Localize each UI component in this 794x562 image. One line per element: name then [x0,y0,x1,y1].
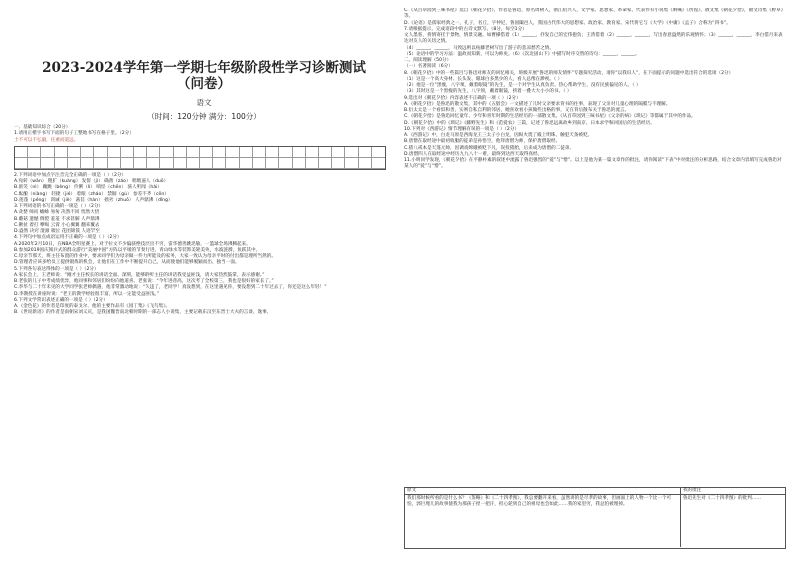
option-line: A.贪婪 师问 蟾蜍 匆匆 决然不同 忧然大悟 [14,210,100,216]
question-text: 11.小明同学发现，《朝花夕拾》在平静朴素的叙述中流露了鲁迅强烈的“爱”与“憎”。以上是他为某一篇文章作的批注，请你阅读“下表”中对批注的分析思路，结合文章内容填写完成鲁迅对某人的“爱”与“憎”。 [404,158,782,170]
option-line: B.老张的儿子中考成绩优异，他同事和邻居们纷纷向他道喜。老张说：“今年进普高，这次考了全校第三，我也是很好的家长了。” [14,279,274,284]
option-line: （3）其时这是一个黑瘦的先生，八字须，戴着眼镜，挟着一叠大大小小的书。（ ） [404,89,572,95]
grid-cell[interactable] [134,158,147,169]
question-text: 4.下列句中加点成语运用不正确的一项是（ ）（2分） [14,235,122,241]
option-line: B.蘑菇 遗憾 倜傥 羞羞 不求甚解 人声鼎沸 [14,216,100,222]
option-line: D.《论语》是儒家经典之一，孔子，名丘，字仲尼，鲁国陬邑人，我国古代伟大的思想家、政治家、教育家。宋代将它与《大学》《中庸》《孟子》合称为“四书”。 [404,20,731,26]
fill-blank-text[interactable]: 文人墨客，将情寄托于景物，情景交融。如曹操借着（1）______，抒发自己的宏伟抱负；王湾借着（2）______，______，写出春意盎然的乐观情怀；（3）______，______，李白借月来表达对友人的关切之情。 [404,33,783,45]
option-line: C.揪扯 着打 嘹喝 云霄 小心翼翼 翻来覆去 [14,222,100,228]
grid-cell[interactable] [108,147,121,158]
grid-cell[interactable] [240,147,253,158]
option-line: A.宛转（wǎn） 粗犷（kuàng） 发髻（jì） 确凿（záo） 咄咄逼人（duō） [14,179,169,184]
grid-cell[interactable] [226,147,239,158]
grid-cell[interactable] [279,158,292,169]
section-heading: 一、基础知识综合（20分） [14,125,71,130]
grid-cell[interactable] [147,158,160,169]
grid-cell[interactable] [332,147,345,158]
option-line: D.李教授在讲座时说：“老王的教学经验很丰富，所以一定能受益匪浅。” [14,291,160,297]
grid-cell[interactable] [266,147,279,158]
grid-cell[interactable] [41,147,54,158]
grid-cell[interactable] [121,158,134,169]
original-text-cell: 我们那时候所看的是什么书？《鉴略》和《二十四孝图》，我总要翻开来看，虽然讲的是尽孝的故事，但画面上的人物一个比一个可怕，郭巨埋儿的故事使我为那孩子捏一把汗，担心轮到自己的祖母也会如此……我的家里穷，我总怕被埋掉。 [405,495,681,547]
option-line: （2）他是一位“黑瘦，八字须，戴着眼镜”的先生，是一个对学生认真负责、热心帮助学生、没有民族偏见的人。（ ） [404,83,641,88]
table-header-original: 原文 [405,488,681,494]
option-line: A.《朝花夕拾》是鲁迅的散文集，其中的《五猖会》一文描述了儿时父亲要求背书的往事，表现了父亲对儿童心理的隔膜与不理解。 [404,101,671,107]
grid-cell[interactable] [187,158,200,169]
grid-cell[interactable] [345,147,358,158]
grid-cell[interactable] [319,158,332,169]
grid-cell[interactable] [213,147,226,158]
grid-cell[interactable] [345,158,358,169]
annotation-table [404,487,786,549]
option-line: B.唐僧在取经途中最初收服的徒弟是孙悟空，他拜唐僧为师，保护唐僧取经。 [404,139,561,145]
fill-blank-text[interactable]: （5）论语中的学习方法：温故而知新，可以为师矣。（6）《次北固山下》中描写时序交替的诗句：______，______。 [404,51,640,57]
grid-cell[interactable] [160,147,173,158]
option-line: C.李华与二十年未见的大学同学张老师偶遇，他非常激动地说：“久违了，老同学！真没想到，在这里遇见你，要没想到二十年过去了，你还是这么年轻！” [14,285,327,291]
writing-grid[interactable] [14,146,386,170]
grid-cell[interactable] [266,158,279,169]
option-line: D.管理者应该多给员工提供锻炼的机会，让他们在工作中不断提升自己，从而使他们能够脱颖而出、独当一面。 [14,260,240,266]
grid-cell[interactable] [68,147,81,158]
option-line: B.匿笑（nì） 蹦跳（bèng） 伶俐（lì） 嗔怪（chēn） 骇人听闻（hài） [14,185,163,191]
option-line: （1）这是一个高大身材、长头发、眼球白多黑少的人，看人总像在渺视。（ ） [404,76,563,82]
grid-cell[interactable] [293,147,306,158]
option-line: A.《西游记》中，白龙马原是西海龙王三太子小白龙，因纵火烧了殿上明珠，触犯天条被贬。 [404,133,593,138]
grid-cell[interactable] [41,158,54,169]
grid-cell[interactable] [15,147,28,158]
grid-cell[interactable] [174,158,187,169]
grid-cell[interactable] [15,158,28,169]
option-line: C.母亲节那天，班主任布置的作业中，要求同学们为母亲做一件力所能及的家务，大家一致认为母亲平时的付出都是理所当然的。 [14,254,276,259]
fill-blank-text[interactable]: （4）______，______，马致远则以枯藤老树写出了游子的悲凉愁苦之情。 [404,45,554,51]
grid-cell[interactable] [81,147,94,158]
grid-cell[interactable] [200,147,213,158]
grid-cell[interactable] [68,158,81,169]
subject-label: 语文 [196,98,212,107]
option-line: A.家长会上，王老师说：“刚才主任校长的讲话全面、深刻，能够聆听主任的讲话我受益匪浅，请大家热烈鼓掌，表示感谢。” [14,272,265,278]
grid-cell[interactable] [306,147,319,158]
option-line: D.《朝花夕拾》中的《琐记》《藤野先生》和《范爱农》三篇，记述了鲁迅远离故乡到南京、日本求学和回国后的生活经历。 [404,120,655,126]
grid-cell[interactable] [147,147,160,158]
exam-title: 2023-2024学年第一学期七年级阶段性学习诊断测试 [42,60,366,76]
option-line: A.2020年2月10日，在NBA全明星赛上，对于拉文不少偏骇绝技层出不穷，雷华德善跳迅敏，一篮球全场沸腾起来。 [14,241,251,247]
section-heading: 二、阅读理解（50分） [404,58,452,63]
grid-cell[interactable] [160,158,173,169]
grid-cell[interactable] [200,158,213,169]
question-text: 8.《朝花夕拾》中的一些篇目与鲁迅对师友的回忆相关，班级开展“鲁迅的师友情怀”专题探究活动，请你“以我识人”，在下面提示的问题中选出符合的选项（2分） [404,70,734,76]
grid-cell[interactable] [187,147,200,158]
grid-cell[interactable] [319,147,332,158]
question-text: 2.下列词语中加点字注音完全正确的一项是（ ）（2分） [14,172,127,178]
left-column [14,8,394,554]
grid-cell[interactable] [108,158,121,169]
grid-cell[interactable] [359,147,372,158]
grid-cell[interactable] [28,158,41,169]
subsection-heading: （一）名著阅读（6分） [404,64,453,70]
grid-cell[interactable] [55,147,68,158]
grid-cell[interactable] [28,147,41,158]
option-line: D.唐僧四人在取经途中经历九九八十一难，最终到达西天取得真经。 [404,151,543,157]
grid-cell[interactable] [279,147,292,158]
option-line: C.《朝花夕拾》是鲁迅回忆童年、少年和青年时期的生活经历的一部散文集，《从百草园到三味书屋》《父亲的病》《琐记》等都属于其中的作品。 [404,114,696,120]
grid-cell[interactable] [55,158,68,169]
option-line: B.衍太太是一个看似和善，实则自私自利的邻居，她喜欢看小孩做些出格的事，又在背后散布关于鲁迅的流言。 [404,108,630,113]
option-line: B.参加2019国庆阅兵式的群众游行“美丽中国”方阵以平缓的节奏行进，青山绿水等装饰美轮美奂，水波涟漪，鱼跃其中。 [14,247,261,253]
annotation-cell[interactable]: 鲁迅先生对《二十四孝图》的批判…… [682,496,761,502]
exam-subtitle: （问卷） [177,76,231,92]
question-text: 7.请根据提示，完成语段中的古诗文默写。（8分，每空1分） [404,26,527,32]
grid-cell[interactable] [253,147,266,158]
question-text: 5.下列各句表达得体的一项是（ ）（2分） [14,266,99,272]
grid-cell[interactable] [293,158,306,169]
grid-cell[interactable] [81,158,94,169]
grid-cell[interactable] [174,147,187,158]
grid-cell[interactable] [372,147,385,158]
option-line: C.酝酿（niàng） 轻捷（jié） 着眼（zháo） 禁锢（gù） 参差不齐（cēn） [14,191,169,197]
grid-cell[interactable] [240,158,253,169]
right-column [404,8,784,554]
grid-cell[interactable] [306,158,319,169]
table-header-annotation: 我的批注 [682,488,702,493]
grid-cell[interactable] [121,147,134,158]
option-line: C.猪八戒本是天蓬元帅，因调戏嫦娥被贬下凡，误投猪胎，后来成为唐僧的二徒弟。 [404,145,575,151]
grid-cell[interactable] [332,158,345,169]
grid-cell[interactable] [134,147,147,158]
grid-cell[interactable] [372,158,385,169]
option-line: D.莲蓬（péng） 训诫（jiè） 菡萏（hàn） 拙劣（zhuō） 人声鼎沸（dǐng） [14,197,173,203]
copy-sentence: 士不可以不弘毅，任重而道远。 [14,137,79,143]
option-line: D.盎然 诀窍 澄澈 啜泣 花团锦簇 人迹罕至 [14,229,100,234]
grid-cell[interactable] [94,158,107,169]
question-text: 1.请用正楷字书写下面的句子工整地书写在格子里。（2分） [14,131,134,137]
grid-cell[interactable] [94,147,107,158]
grid-cell[interactable] [359,158,372,169]
grid-cell[interactable] [213,158,226,169]
grid-cell[interactable] [253,158,266,169]
exam-meta: （时间：120分钟 满分：100分） [147,112,261,121]
question-text: 3.下列词语的书写正确的一项是（ ）（2分） [14,204,104,209]
question-text: 9.选出对《朝花夕拾》内容表述不正确的一项（ ）（2分） [404,95,521,101]
question-text: 6.下列文学常识表述正确的一项是（ ）（2分） [14,297,108,303]
option-line: A.《金色花》的作者是印度的泰戈尔，他的主要作品有《园丁集》《飞鸟集》。 [14,304,171,309]
option-line: B.《世说新语》的作者是南朝宋刘义庆，是我国魏晋南北朝时期的一部志人小说集，主要记载东汉至东晋士大夫的言谈、逸事。 [14,310,272,316]
question-text: 10.下列对《西游记》情节理解有误的一项是（ ）（2分） [404,126,520,132]
option-line: C.《从百草园到三味书屋》选自《朝花夕拾》，作者是鲁迅，原名周树人，浙江绍兴人，文学家、思想家、革命家，代表作有小说集《呐喊》《彷徨》，散文集《朝花夕拾》，散文诗集《野草》等。 [404,8,784,20]
grid-cell[interactable] [226,158,239,169]
